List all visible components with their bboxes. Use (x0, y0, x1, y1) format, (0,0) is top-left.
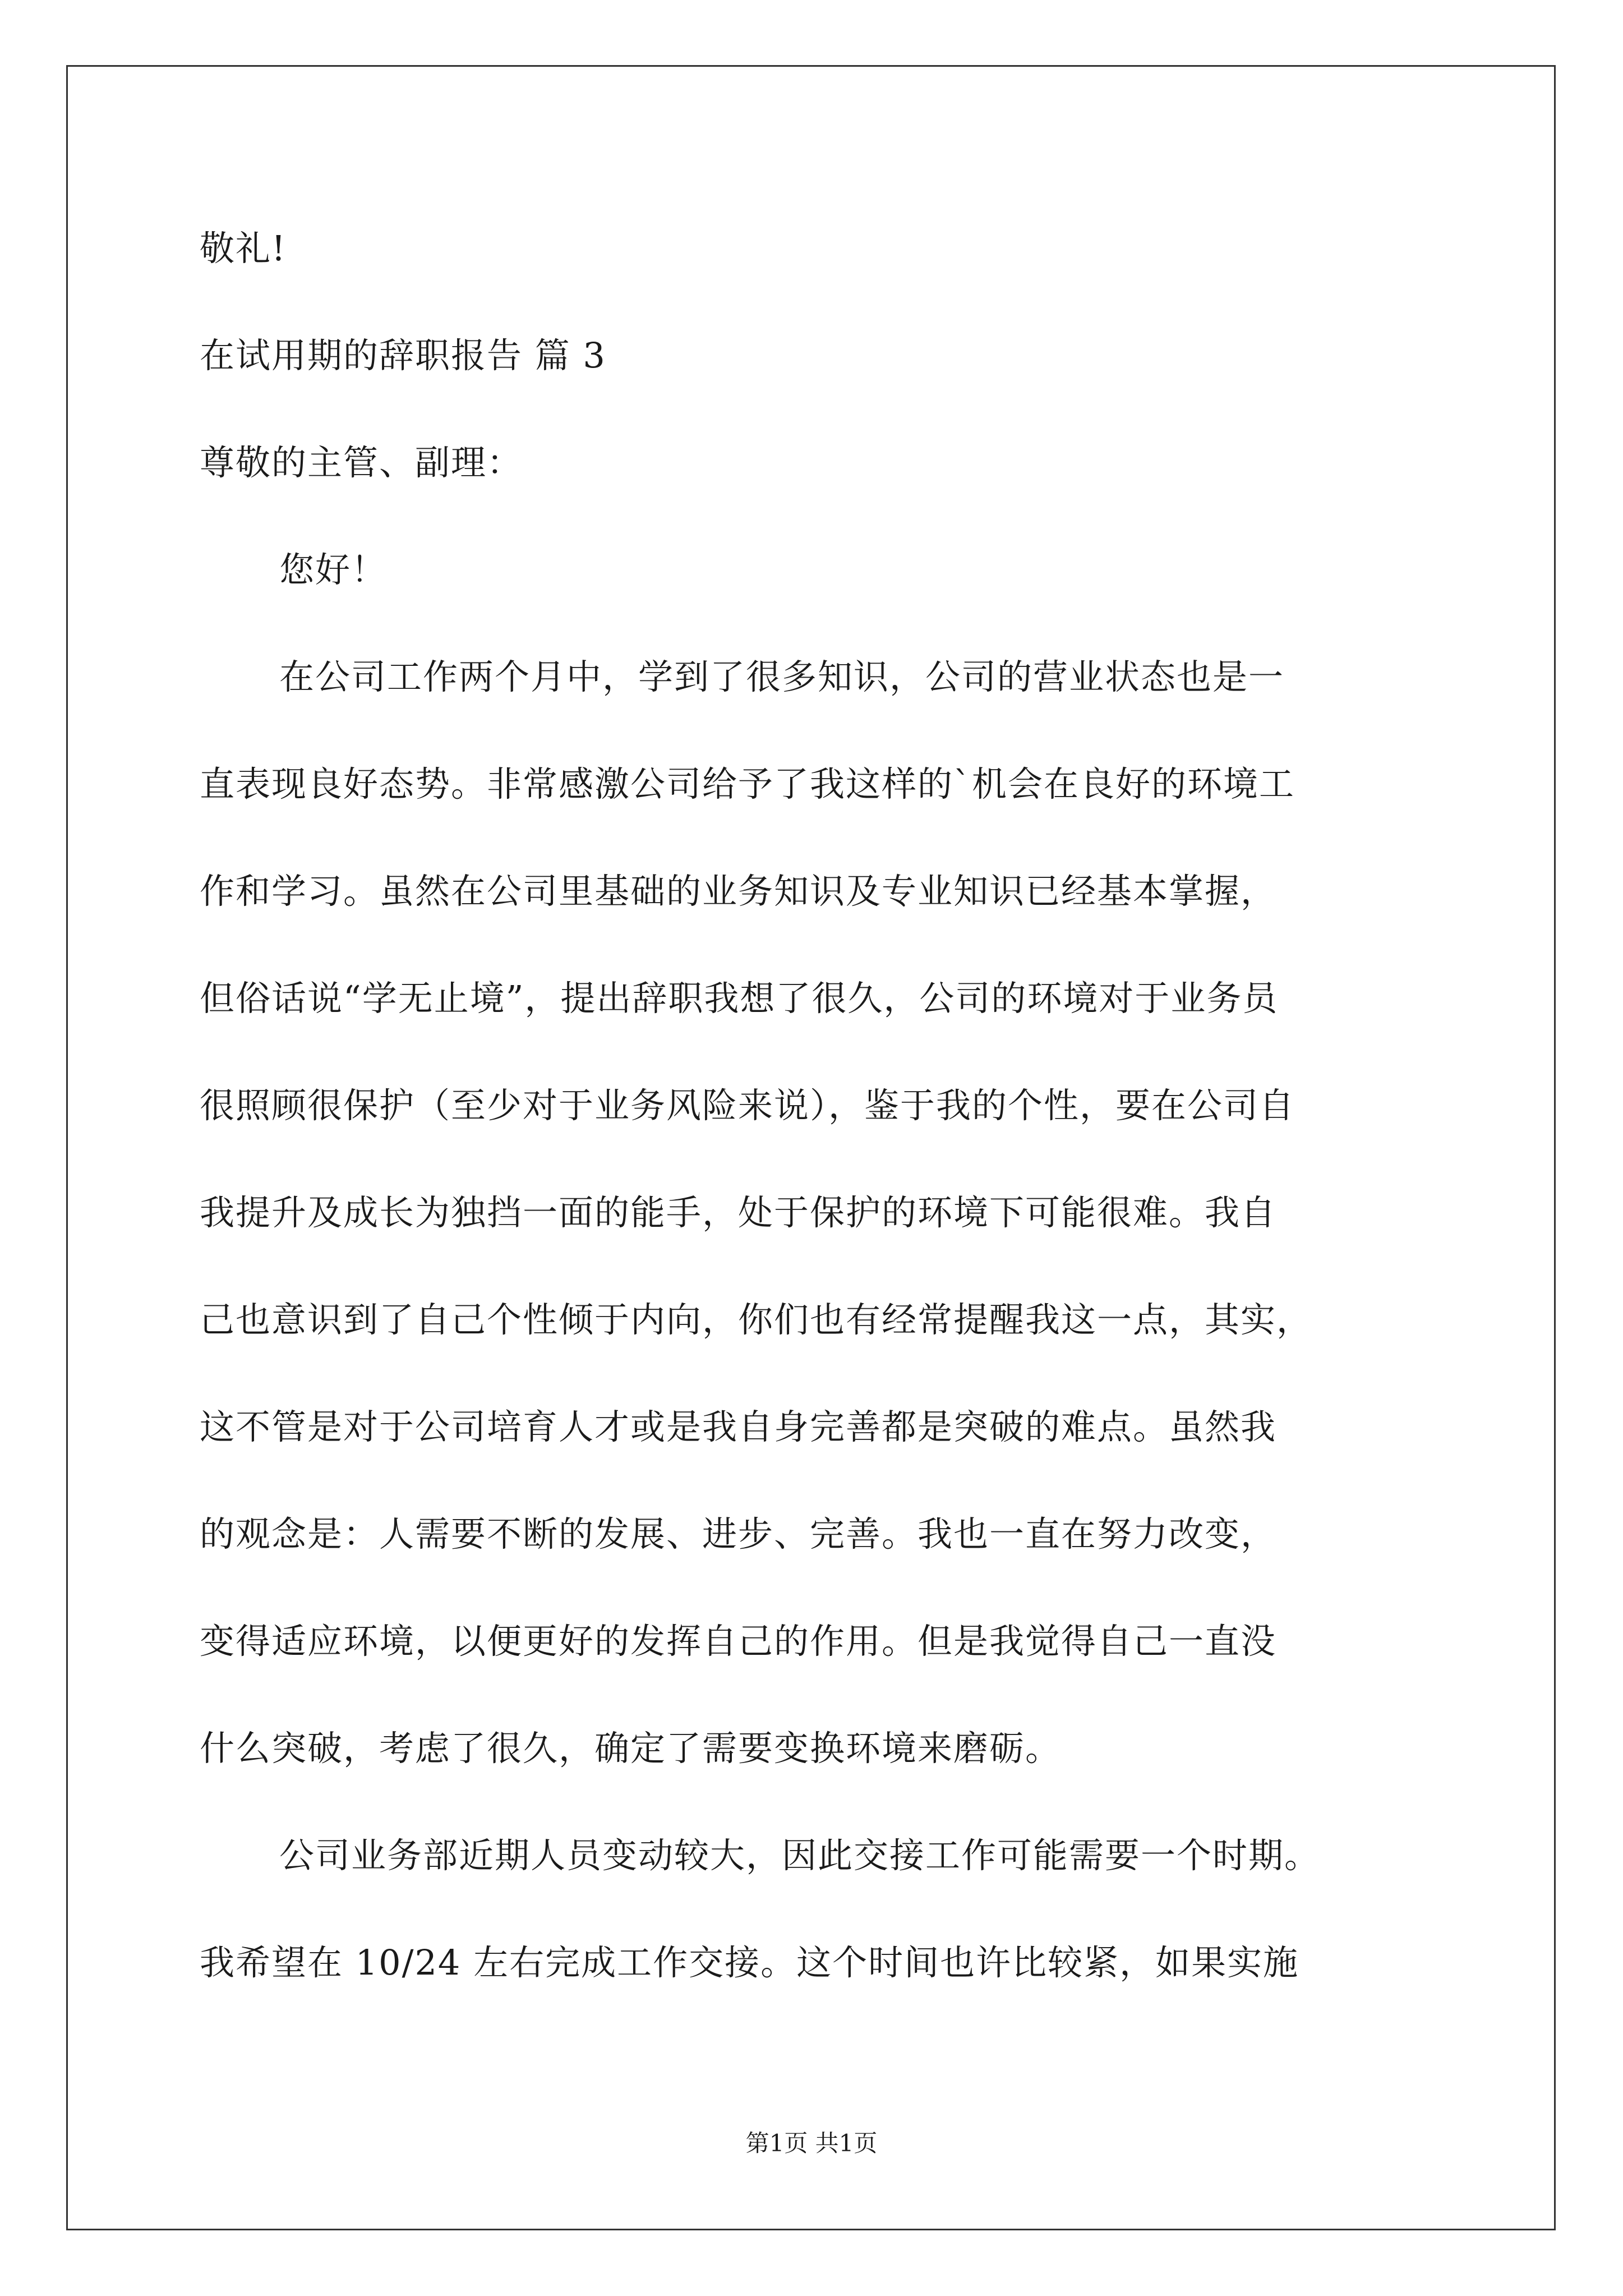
body-line: 什么突破，考虑了很久，确定了需要变换环境来磨砺。 (200, 1728, 1062, 1769)
body-line: 但俗话说“学无止境”，提出辞职我想了很久，公司的环境对于业务员 (200, 978, 1279, 1019)
page-border (66, 65, 1556, 2230)
page-number-footer: 第1页 共1页 (745, 2129, 878, 2157)
recipient-line: 尊敬的主管、副理： (200, 442, 523, 483)
closing-salutation: 敬礼! (200, 228, 287, 269)
body-line: 我提升及成长为独挡一面的能手，处于保护的环境下可能很难。我自 (200, 1192, 1277, 1233)
body-line: 公司业务部近期人员变动较大，因此交接工作可能需要一个时期。 (279, 1835, 1321, 1876)
section-title: 在试用期的辞职报告 篇 3 (200, 335, 606, 376)
body-line: 己也意识到了自己个性倾于内向，你们也有经常提醒我这一点，其实， (200, 1299, 1313, 1340)
greeting-line: 您好！ (279, 549, 388, 590)
body-line: 很照顾很保护（至少对于业务风险来说），鉴于我的个性，要在公司自 (200, 1085, 1295, 1126)
body-line: 作和学习。虽然在公司里基础的业务知识及专业知识已经基本掌握， (200, 871, 1277, 912)
body-line: 直表现良好态势。非常感激公司给予了我这样的`机会在良好的环境工 (200, 763, 1295, 804)
body-line: 的观念是：人需要不断的发展、进步、完善。我也一直在努力改变， (200, 1513, 1277, 1554)
body-line: 我希望在 10/24 左右完成工作交接。这个时间也许比较紧，如果实施 (200, 1942, 1299, 1983)
body-line: 变得适应环境，以便更好的发挥自己的作用。但是我觉得自己一直没 (200, 1621, 1277, 1662)
body-line: 在公司工作两个月中，学到了很多知识，公司的营业状态也是一 (279, 656, 1285, 697)
body-line: 这不管是对于公司培育人才或是我自身完善都是突破的难点。虽然我 (200, 1406, 1277, 1447)
